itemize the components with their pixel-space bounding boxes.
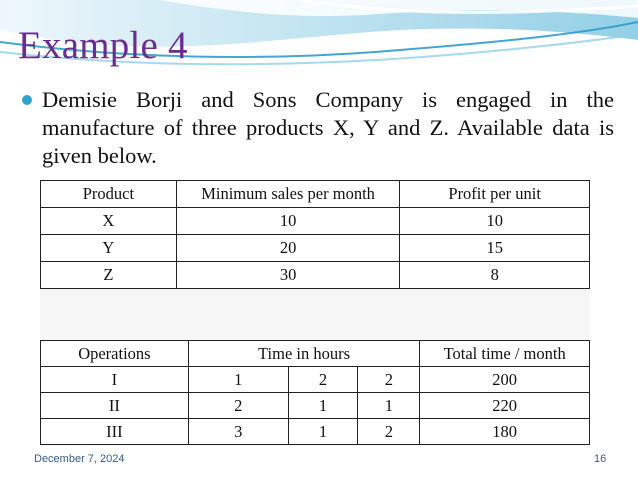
table-cell: 1: [358, 393, 420, 419]
table-row: [41, 208, 590, 235]
table-row: [41, 262, 590, 289]
table-cell: 15: [400, 235, 590, 262]
header-cell: Time in hours: [188, 341, 419, 367]
header-cell: Profit per unit: [400, 181, 590, 208]
bullet-text: Demisie Borji and Sons Company is engaged in the manufacture of three products X, Y and Z. Available data is given below.: [42, 87, 614, 168]
footer-date: December 7, 2024: [34, 453, 125, 465]
table-cell: 2: [288, 367, 358, 393]
table-cell: 8: [400, 262, 590, 289]
header-cell: Total time / month: [420, 341, 590, 367]
table-cell: 1: [288, 393, 358, 419]
table-row: [41, 235, 590, 262]
bullet-point: [22, 86, 614, 170]
header-cell: Operations: [41, 341, 189, 367]
table-header-row: [41, 181, 590, 208]
operations-table: [40, 340, 590, 445]
table-cell: 3: [188, 419, 288, 445]
table-cell: Z: [41, 262, 177, 289]
table-cell: 2: [358, 367, 420, 393]
table-header-row: [41, 341, 590, 367]
table-cell: 1: [288, 419, 358, 445]
table-cell: 10: [176, 208, 400, 235]
table-row: [41, 393, 590, 419]
table-cell: 200: [420, 367, 590, 393]
bullet-dot-icon: [22, 95, 32, 105]
table-cell: 20: [176, 235, 400, 262]
page-number: 16: [594, 453, 607, 465]
tables-container: [40, 180, 590, 446]
table-cell: 2: [358, 419, 420, 445]
table-cell: 30: [176, 262, 400, 289]
table-cell: 180: [420, 419, 590, 445]
table-row: [41, 419, 590, 445]
table-cell: X: [41, 208, 177, 235]
table-cell: III: [41, 419, 189, 445]
slide-title: Example 4: [18, 24, 188, 67]
table-cell: 2: [188, 393, 288, 419]
table-cell: 1: [188, 367, 288, 393]
table-row: [41, 367, 590, 393]
header-cell: Product: [41, 181, 177, 208]
table-cell: Y: [41, 235, 177, 262]
table-cell: 10: [400, 208, 590, 235]
table-cell: II: [41, 393, 189, 419]
table-cell: I: [41, 367, 189, 393]
table-cell: 220: [420, 393, 590, 419]
header-cell: Minimum sales per month: [176, 181, 400, 208]
products-table: [40, 180, 590, 289]
